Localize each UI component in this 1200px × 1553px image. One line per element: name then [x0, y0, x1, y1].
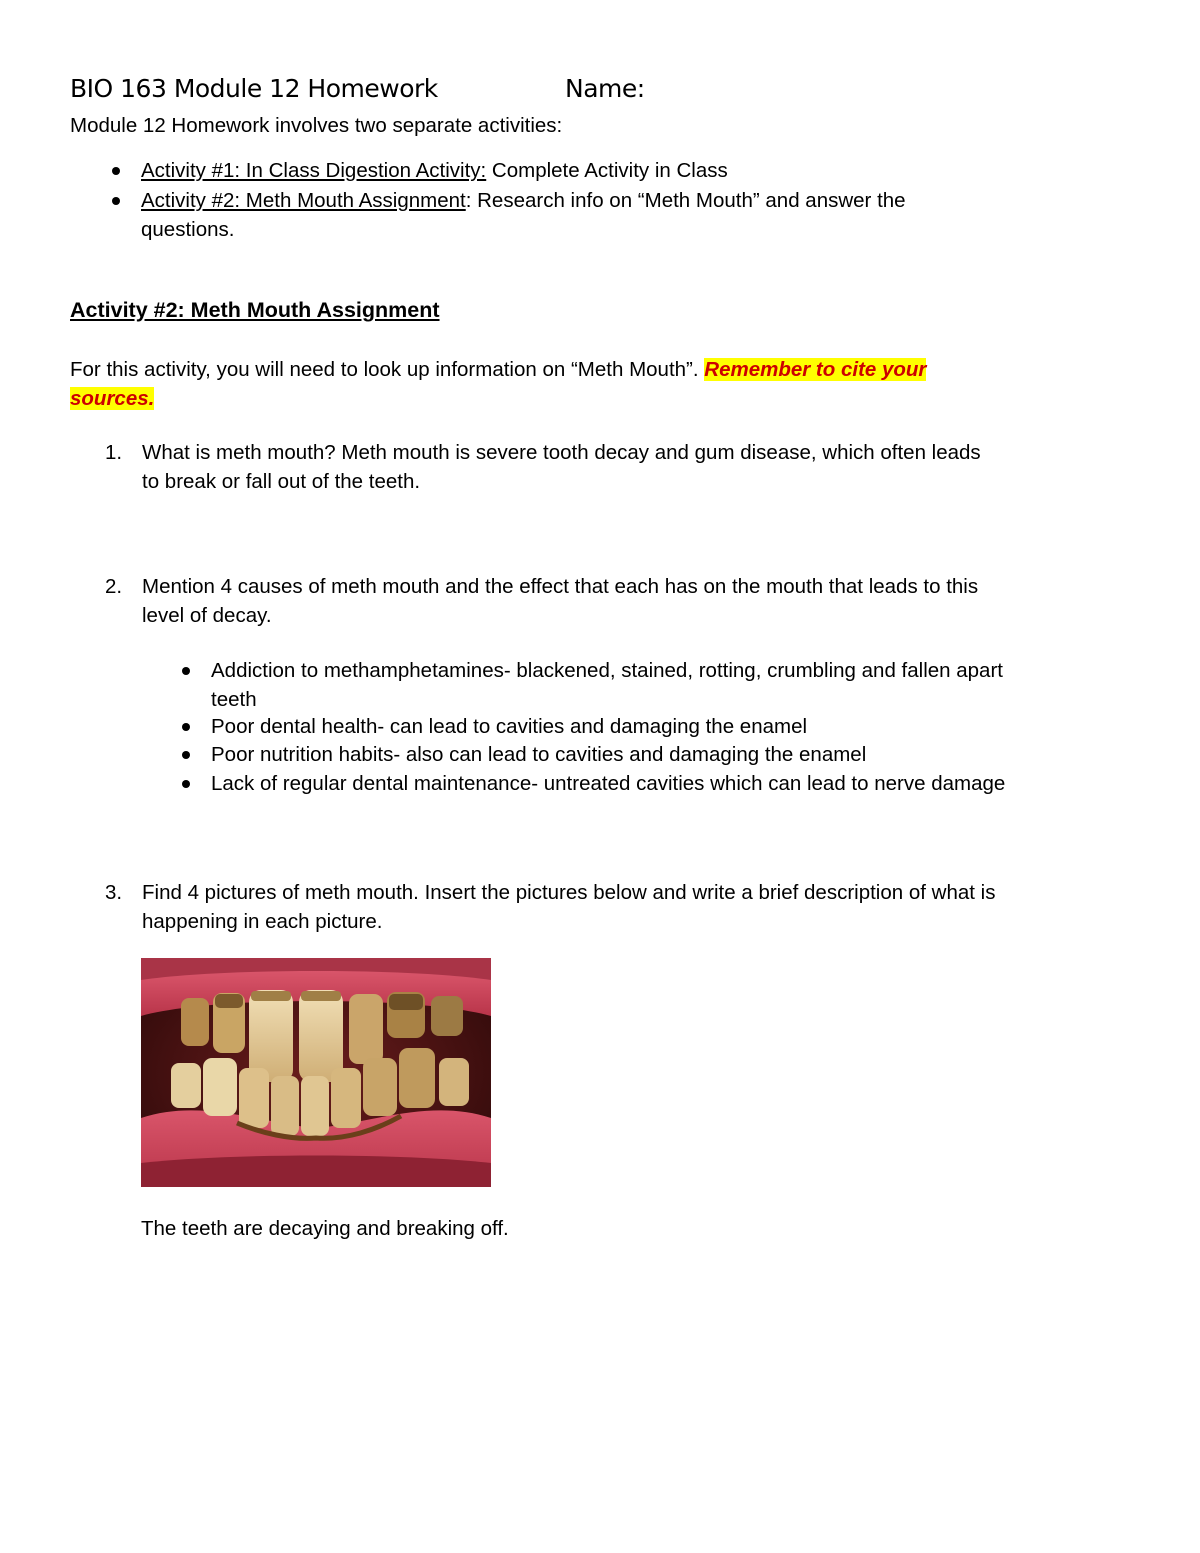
activity-2-text-cont: questions.	[141, 218, 235, 241]
question-2-line1: Mention 4 causes of meth mouth and the effect that each has on the mouth that leads to this	[142, 575, 979, 598]
activity-item-2	[141, 186, 906, 244]
picture-caption: The teeth are decaying and breaking off.	[141, 1217, 509, 1240]
activity-1-text: Complete Activity in Class	[486, 159, 728, 182]
cite-reminder-1: Remember to cite your	[704, 358, 927, 381]
question-3-line2: happening in each picture.	[142, 910, 383, 933]
section-heading: Activity #2: Meth Mouth Assignment	[70, 298, 440, 322]
cause-2-line1: Poor dental health- can lead to cavities and damaging the enamel	[211, 715, 808, 738]
question-3-line1: Find 4 pictures of meth mouth. Insert the pictures below and write a brief description of what is	[142, 881, 996, 904]
bullet-icon	[182, 751, 190, 759]
cause-1-line2: teeth	[211, 688, 257, 711]
cause-item	[211, 769, 1005, 798]
bullet-icon	[112, 167, 120, 175]
cause-4-line1: Lack of regular dental maintenance- untreated cavities which can lead to nerve damage	[211, 772, 1006, 795]
question-1-line2: to break or fall out of the teeth.	[142, 470, 421, 493]
intro-text: Module 12 Homework involves two separate activities:	[70, 114, 563, 137]
cite-reminder-2: sources.	[70, 387, 155, 410]
meth-mouth-photo	[141, 958, 491, 1187]
activity-item-1	[141, 156, 728, 185]
question-number: 3.	[105, 881, 123, 904]
bullet-icon	[182, 780, 190, 788]
activity-2-text: : Research info on “Meth Mouth” and answer the	[465, 189, 906, 212]
question-number: 1.	[105, 441, 123, 464]
cause-3-line1: Poor nutrition habits- also can lead to cavities and damaging the enamel	[211, 743, 867, 766]
document-title: BIO 163 Module 12 Homework	[70, 74, 438, 103]
cause-item	[211, 740, 866, 769]
document-header	[70, 74, 645, 103]
activity-1-label: Activity #1: In Class Digestion Activity:	[141, 159, 487, 182]
question-1-line1: What is meth mouth? Meth mouth is severe tooth decay and gum disease, which often leads	[142, 441, 981, 464]
bullet-icon	[182, 667, 190, 675]
cause-1-line1: Addiction to methamphetamines- blackened, stained, rotting, crumbling and fallen apart	[211, 659, 1003, 682]
cause-item	[211, 656, 1003, 714]
instructions-text: For this activity, you will need to look up information on “Meth Mouth”.	[70, 358, 705, 381]
bullet-icon	[182, 723, 190, 731]
activity-2-label: Activity #2: Meth Mouth Assignment	[141, 189, 466, 212]
name-label: Name:	[565, 74, 645, 103]
bullet-icon	[112, 197, 120, 205]
question-number: 2.	[105, 575, 123, 598]
question-3	[105, 878, 996, 936]
question-1	[105, 438, 981, 496]
question-2-line2: level of decay.	[142, 604, 272, 627]
cause-item	[211, 712, 807, 741]
question-2	[105, 572, 979, 630]
instructions	[70, 355, 926, 413]
